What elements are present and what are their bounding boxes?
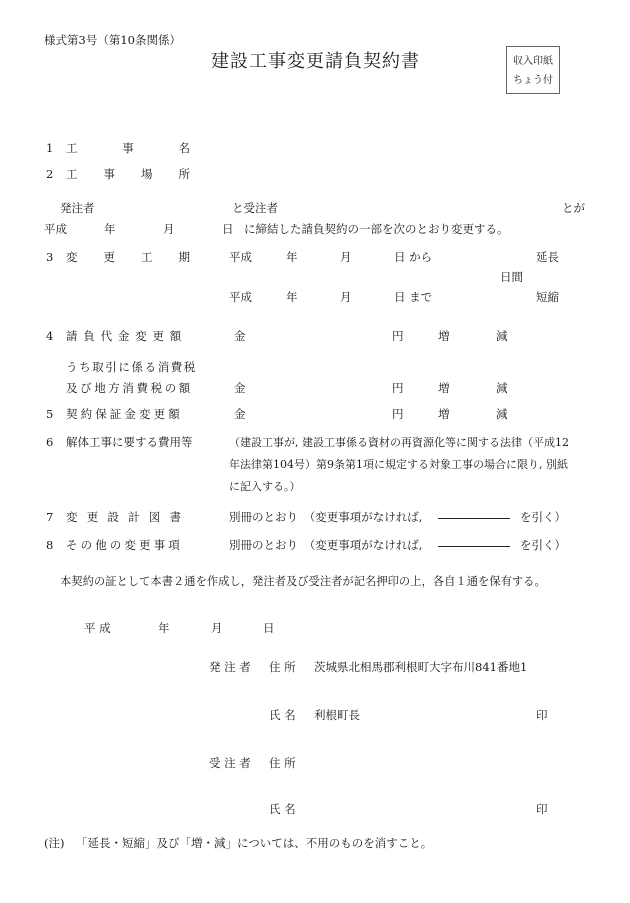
item-7-number: 7 (46, 510, 54, 524)
item-3-number: 3 (46, 250, 54, 264)
orderer-name: 利根町長 (314, 708, 360, 722)
tax-kin: 金 (234, 381, 246, 395)
sign-era: 平 成 (84, 621, 111, 635)
contractor-address-label: 住 所 (269, 756, 296, 770)
demolition-line-2: 年法律第104号）第9条第1項に規定する対象工事の場合に限り, 別紙 (229, 458, 568, 471)
note-text: 「延長・短縮」及び「増・減」については、不用のものを消すこと。 (76, 836, 433, 850)
intro-era: 平成 (44, 222, 67, 236)
item-5-decrease: 減 (496, 407, 508, 421)
item-4-kin: 金 (234, 329, 246, 343)
intro-text: に締結した請負契約の一部を次のとおり変更する。 (244, 222, 509, 236)
period-from-year: 年 (286, 250, 298, 264)
orderer-name-label: 氏 名 (269, 708, 296, 722)
design-strike-line (438, 518, 510, 519)
document-title: 建設工事変更請負契約書 (211, 51, 420, 72)
intro-year: 年 (104, 222, 116, 236)
item-6-number: 6 (46, 435, 54, 449)
orderer-label: 発 注 者 (209, 660, 251, 674)
period-shorten: 短縮 (536, 290, 559, 304)
item-8-number: 8 (46, 538, 54, 552)
closing-statement: 本契約の証として本書２通を作成し，発注者及び受注者が記名押印の上，各自１通を保有する。 (60, 575, 546, 588)
item-2-label: 工 事 場 所 (66, 167, 190, 181)
tax-increase: 増 (438, 381, 450, 395)
intro-day: 日 (222, 222, 234, 236)
tax-label-line-2: 及び地方消費税の額 (66, 381, 193, 395)
item-7-label: 変更設計図書 (66, 510, 191, 524)
note-prefix: (注) (44, 836, 65, 850)
stamp-line-1: 収入印紙 (513, 56, 553, 67)
other-text: 別冊のとおり （変更事項がなければ, (229, 538, 423, 552)
period-to-year: 年 (286, 290, 298, 304)
intro-month: 月 (163, 222, 175, 236)
item-4-label: 請負代金変更額 (66, 329, 188, 343)
form-label: 様式第3号（第10条関係） (44, 33, 181, 47)
orderer-address-label: 住 所 (269, 660, 296, 674)
item-5-number: 5 (46, 407, 54, 421)
item-5-increase: 増 (438, 407, 450, 421)
and-text: とが (562, 201, 585, 215)
orderer-text: 発注者 (60, 201, 95, 215)
period-to-era: 平成 (229, 290, 252, 304)
item-4-increase: 増 (438, 329, 450, 343)
other-suffix: を引く） (520, 538, 566, 552)
tax-label-line-1: うち取引に係る消費税 (66, 360, 197, 374)
period-days: 日間 (500, 270, 523, 284)
item-3-label: 変 更 工 期 (66, 250, 190, 264)
item-6-label: 解体工事に要する費用等 (66, 435, 193, 449)
item-5-yen: 円 (392, 407, 404, 421)
item-5-label: 契約保証金変更額 (66, 407, 183, 421)
contractor-label: 受 注 者 (209, 756, 251, 770)
item-8-label: その他の変更事項 (66, 538, 183, 552)
contractor-seal: 印 (536, 802, 548, 816)
item-5-kin: 金 (234, 407, 246, 421)
period-from-era: 平成 (229, 250, 252, 264)
period-to-day: 日 まで (394, 290, 433, 304)
stamp-line-2: ちょう付 (513, 75, 553, 86)
revenue-stamp-box (506, 46, 560, 94)
contractor-name-label: 氏 名 (269, 802, 296, 816)
demolition-line-3: に記入する。） (229, 480, 301, 493)
orderer-seal: 印 (536, 708, 548, 722)
design-text: 別冊のとおり （変更事項がなければ, (229, 510, 423, 524)
sign-month: 月 (211, 621, 223, 635)
and-contractor-text: と受注者 (232, 201, 278, 215)
period-from-month: 月 (340, 250, 352, 264)
sign-year: 年 (158, 621, 170, 635)
sign-day: 日 (263, 621, 275, 635)
item-4-number: 4 (46, 329, 54, 343)
orderer-address: 茨城県北相馬郡利根町大字布川841番地1 (314, 660, 528, 674)
item-1-label: 工 事 名 (66, 141, 190, 155)
other-strike-line (438, 546, 510, 547)
item-2-number: 2 (46, 167, 54, 181)
design-suffix: を引く） (520, 510, 566, 524)
tax-yen: 円 (392, 381, 404, 395)
period-from-day: 日 から (394, 250, 433, 264)
item-4-yen: 円 (392, 329, 404, 343)
item-4-decrease: 減 (496, 329, 508, 343)
item-1-number: 1 (46, 141, 54, 155)
period-extend: 延長 (536, 250, 559, 264)
demolition-line-1: （建設工事が, 建設工事係る資材の再資源化等に関する法律（平成12 (229, 436, 569, 449)
tax-decrease: 減 (496, 381, 508, 395)
period-to-month: 月 (340, 290, 352, 304)
